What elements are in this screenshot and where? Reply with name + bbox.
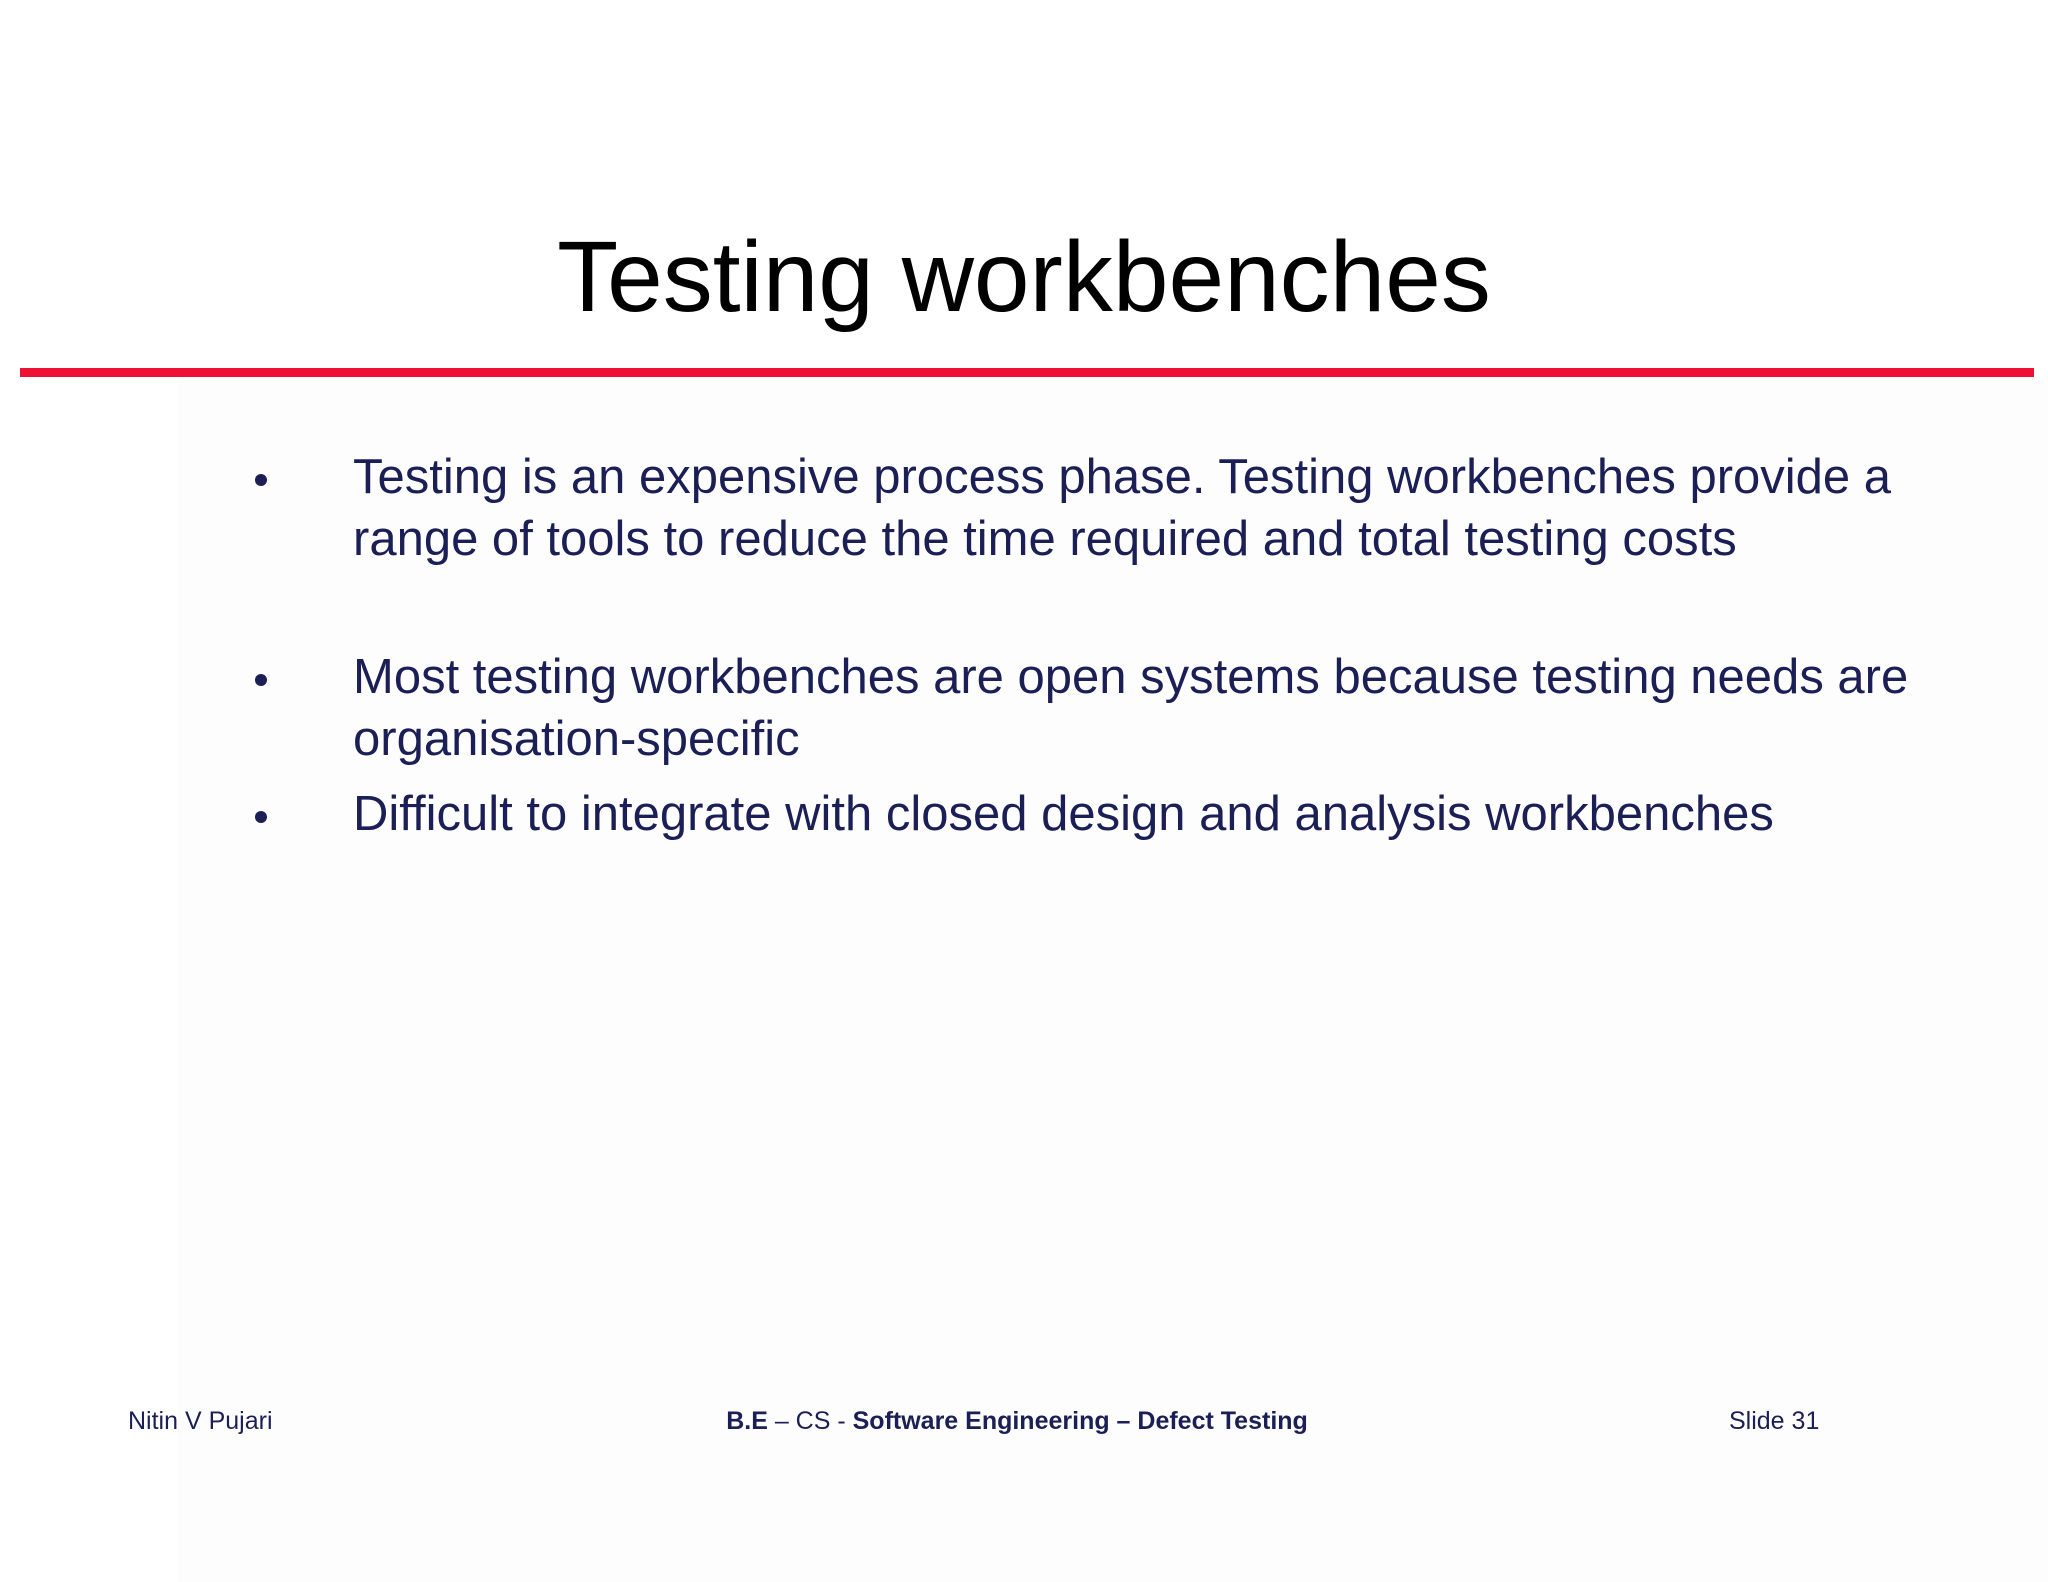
bullet-text: Difficult to integrate with closed design and analysis workbenches — [353, 787, 1774, 841]
footer-course-subject: Software Engineering – Defect Testing — [852, 1407, 1308, 1435]
bullet-icon — [255, 674, 267, 686]
footer-course-dash: – — [767, 1407, 796, 1435]
slide-title: Testing workbenches — [557, 221, 1491, 333]
bullet-icon — [255, 474, 267, 486]
footer-course-dept: CS — [795, 1407, 831, 1435]
bullet-text: Testing is an expensive process phase. Testing workbenches provide a range of tools to reduce the time required and total testing costs — [353, 450, 1892, 566]
bullet-text: Most testing workbenches are open systems because testing needs are organisation-specific — [353, 650, 1909, 766]
footer-author: Nitin V Pujari — [128, 1407, 273, 1435]
footer-slide-number: Slide 31 — [1729, 1407, 1820, 1435]
footer-course-degree: B.E — [726, 1407, 768, 1435]
footer-course-separator: - — [830, 1407, 853, 1435]
bullet-icon — [255, 811, 267, 823]
